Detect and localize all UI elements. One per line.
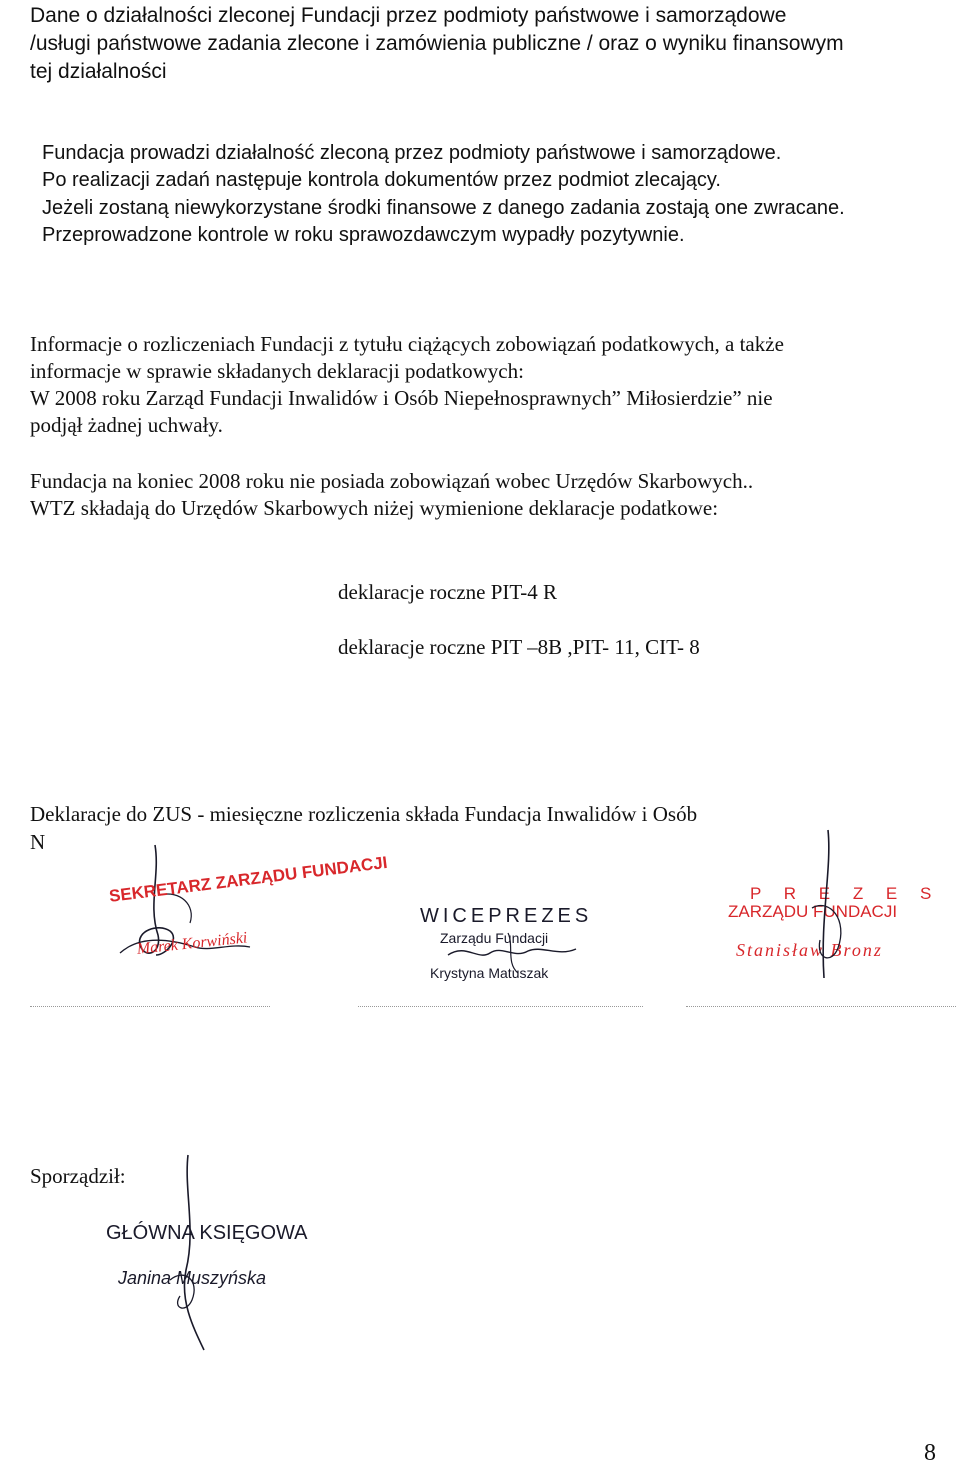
- accountant-stamp-title: GŁÓWNA KSIĘGOWA: [106, 1222, 308, 1244]
- president-signature-graphic: [720, 828, 930, 988]
- declaration-item-2: deklaracje roczne PIT –8B ,PIT- 11, CIT- 8: [338, 635, 700, 659]
- zus-line-1: Deklaracje do ZUS - miesięczne rozliczenia składa Fundacja Inwalidów i Osób: [30, 802, 698, 826]
- section-header-line-3: tej działalności: [30, 60, 167, 83]
- page-number: 8: [924, 1440, 936, 1466]
- president-stamp: [720, 828, 941, 988]
- tax-info-line-3: W 2008 roku Zarząd Fundacji Inwalidów i Osób Niepełnosprawnych” Miłosierdzie” nie: [30, 386, 773, 410]
- prepared-by-label: Sporządził:: [30, 1164, 126, 1188]
- accountant-stamp-name: Janina Muszyńska: [118, 1268, 267, 1288]
- tax-info-line-4: podjął żadnej uchwały.: [30, 413, 223, 437]
- secretary-stamp: [100, 835, 389, 975]
- signature-line-3: [686, 1006, 956, 1007]
- intro-line-2: Po realizacji zadań następuje kontrola dokumentów przez podmiot zlecający.: [42, 169, 721, 191]
- declaration-item-1: deklaracje roczne PIT-4 R: [338, 580, 558, 604]
- secretary-stamp-name: Marek Korwiński: [136, 929, 249, 958]
- secretary-signature-graphic: [100, 835, 300, 975]
- tax-info-line-2: informacje w sprawie składanych deklaracji podatkowych:: [30, 359, 524, 383]
- accountant-signature-graphic: [100, 1150, 340, 1360]
- accountant-stamp: [100, 1150, 340, 1360]
- obligations-line-1: Fundacja na koniec 2008 roku nie posiada zobowiązań wobec Urzędów Skarbowych..: [30, 469, 754, 493]
- vice-president-signature-graphic: [418, 903, 618, 988]
- president-stamp-name: Stanisław Bronz: [736, 940, 883, 960]
- vice-president-stamp-subtitle: Zarządu Fundacji: [440, 930, 549, 946]
- president-stamp-title: P R E Z E S: [750, 884, 941, 903]
- intro-line-3: Jeżeli zostaną niewykorzystane środki finansowe z danego zadania zostają one zwracane.: [42, 197, 845, 219]
- signature-line-1: [30, 1006, 270, 1007]
- intro-line-1: Fundacja prowadzi działalność zleconą przez podmioty państwowe i samorządowe.: [42, 142, 782, 164]
- vice-president-stamp: [418, 903, 618, 988]
- obligations-line-2: WTZ składają do Urzędów Skarbowych niżej wymienione deklaracje podatkowe:: [30, 496, 719, 520]
- tax-info-line-1: Informacje o rozliczeniach Fundacji z tytułu ciążących zobowiązań podatkowych, a także: [30, 332, 784, 356]
- vice-president-stamp-name: Krystyna Matuszak: [430, 965, 549, 981]
- secretary-stamp-title: SEKRETARZ ZARZĄDU FUNDACJI: [108, 852, 389, 906]
- vice-president-stamp-title: WICEPREZES: [420, 905, 593, 927]
- section-header-line-2: /usługi państwowe zadania zlecone i zamówienia publiczne / oraz o wyniku finansowym: [30, 32, 844, 55]
- section-header-line-1: Dane o działalności zleconej Fundacji przez podmioty państwowe i samorządowe: [30, 4, 787, 27]
- president-stamp-subtitle: ZARZĄDU FUNDACJI: [728, 902, 898, 921]
- signature-line-2: [358, 1006, 643, 1007]
- intro-line-4: Przeprowadzone kontrole w roku sprawozdawczym wypadły pozytywnie.: [42, 224, 685, 246]
- zus-line-2: N: [30, 830, 46, 854]
